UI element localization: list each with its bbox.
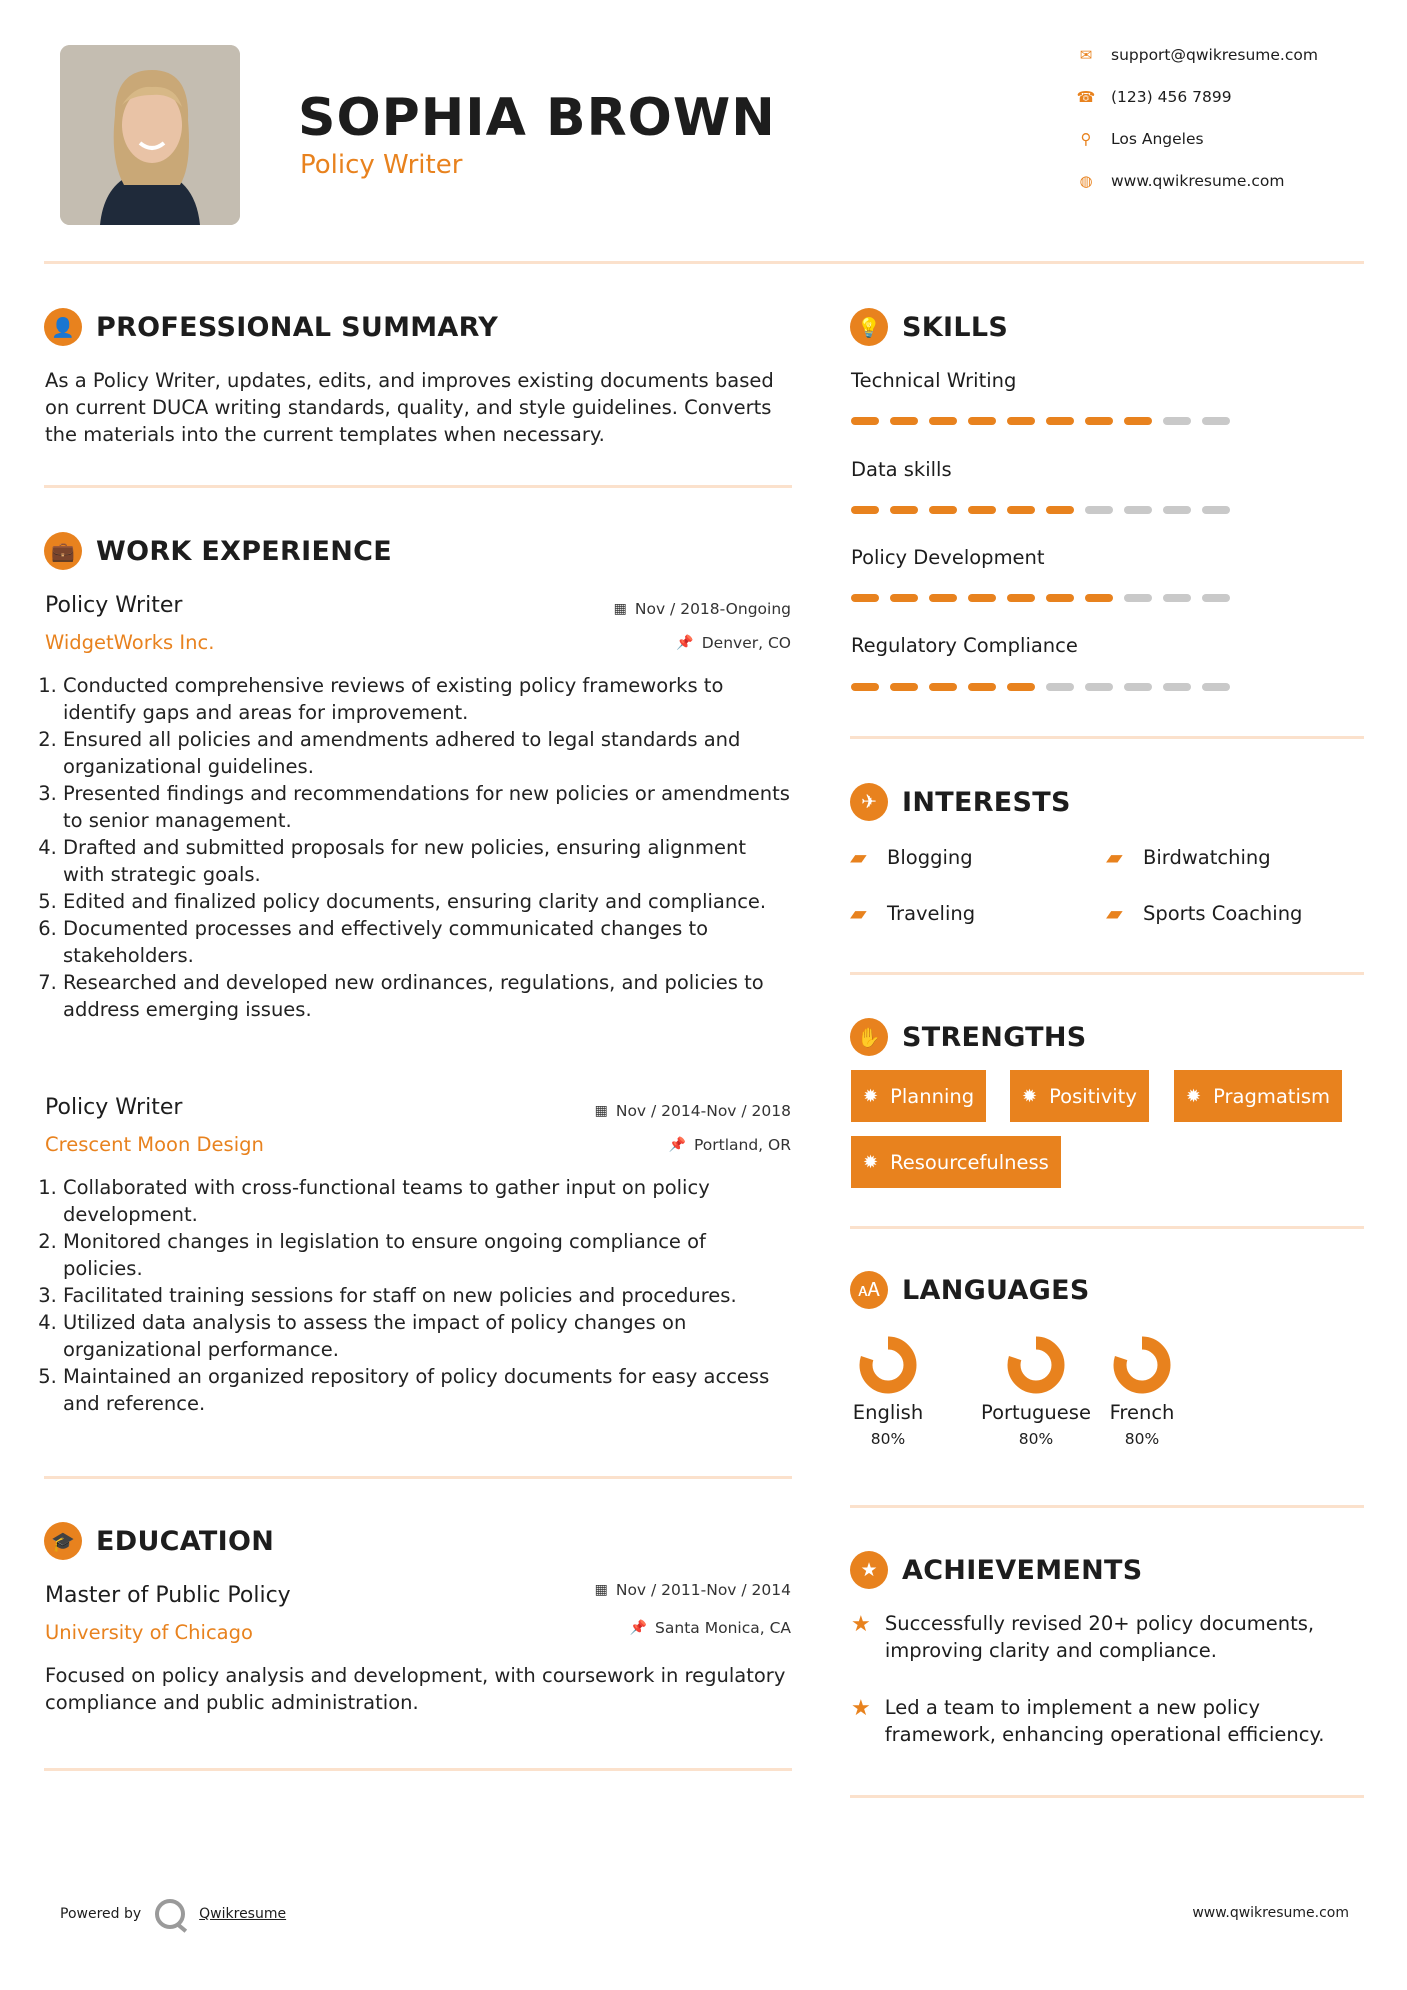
skills-divider xyxy=(850,736,1364,739)
job-responsibilities xyxy=(45,1174,790,1417)
list-item: 2. Monitored changes in legislation to ensure ongoing compliance of policies. xyxy=(63,1228,790,1282)
portrait-image xyxy=(60,45,240,225)
education-location-text: Santa Monica, CA xyxy=(655,1619,791,1637)
skill-segment-filled xyxy=(968,417,996,425)
job-location xyxy=(491,1136,791,1154)
education-degree: Master of Public Policy xyxy=(45,1583,291,1608)
language-ring xyxy=(1006,1335,1066,1395)
phone-icon: ☎ xyxy=(1076,88,1096,106)
skill-segment-empty xyxy=(1202,417,1230,425)
skill-segment-empty xyxy=(1163,594,1191,602)
footer-branding xyxy=(60,1897,286,1931)
brand-link[interactable]: Qwikresume xyxy=(199,1906,287,1922)
badge-icon: ✹ xyxy=(863,1151,879,1173)
job-company: WidgetWorks Inc. xyxy=(45,631,215,654)
achievements-heading xyxy=(850,1550,1143,1590)
skill-bar xyxy=(851,506,1241,514)
contact-phone[interactable] xyxy=(1075,84,1365,110)
achievement-text: Led a team to implement a new policy framework, enhancing operational efficiency. xyxy=(884,1696,1325,1746)
hand-icon: ✋ xyxy=(850,1018,888,1056)
skill-segment-filled xyxy=(890,506,918,514)
skill-segment-empty xyxy=(1163,506,1191,514)
person-icon: 👤 xyxy=(44,308,82,346)
education-heading-text: EDUCATION xyxy=(96,1525,275,1557)
contact-website[interactable] xyxy=(1075,168,1365,194)
language-percent: 80% xyxy=(870,1430,906,1448)
skill-segment-filled xyxy=(1085,417,1113,425)
education-dates xyxy=(491,1581,791,1599)
experience-heading xyxy=(44,531,392,571)
education-description: Focused on policy analysis and development, with coursework in regulatory compliance and public administration. xyxy=(45,1664,786,1714)
summary-divider xyxy=(44,485,792,488)
education-dates-text: Nov / 2011-Nov / 2014 xyxy=(615,1581,791,1599)
list-item: 3. Presented findings and recommendations for new policies or amendments to senior management. xyxy=(63,780,790,834)
strengths-heading-text: STRENGTHS xyxy=(902,1021,1087,1053)
lightbulb-icon: 💡 xyxy=(850,308,888,346)
strength-tag xyxy=(1174,1070,1342,1122)
strength-label: Planning xyxy=(890,1084,975,1108)
contact-phone-text: (123) 456 7899 xyxy=(1111,88,1232,106)
summary-heading xyxy=(44,307,498,347)
skill-segment-filled xyxy=(929,417,957,425)
strength-label: Resourcefulness xyxy=(890,1150,1049,1174)
list-item: 5. Edited and finalized policy documents, ensuring clarity and compliance. xyxy=(63,888,790,915)
skill-segment-filled xyxy=(1046,594,1074,602)
job-title: Policy Writer xyxy=(45,593,183,618)
header-divider xyxy=(44,261,1364,264)
contact-email[interactable] xyxy=(1075,42,1365,68)
skill-segment-empty xyxy=(1124,683,1152,691)
skill-segment-filled xyxy=(851,594,879,602)
book-icon: ▰ xyxy=(1104,901,1125,925)
job-location-text: Denver, CO xyxy=(701,634,791,652)
badge-icon: ✹ xyxy=(863,1085,879,1107)
list-item: 6. Documented processes and effectively communicated changes to stakeholders. xyxy=(63,915,790,969)
job-dates xyxy=(491,1102,791,1120)
skill-segment-empty xyxy=(1124,506,1152,514)
language-card-icon: 🗚 xyxy=(850,1271,888,1309)
language-item xyxy=(1100,1335,1184,1448)
badge-icon: ✹ xyxy=(1186,1085,1202,1107)
skill-segment-filled xyxy=(929,683,957,691)
calendar-icon: ▦ xyxy=(594,1582,608,1598)
language-item xyxy=(970,1335,1102,1448)
envelope-icon: ✉ xyxy=(1079,46,1093,64)
skill-segment-filled xyxy=(1124,417,1152,425)
languages-heading xyxy=(850,1270,1090,1310)
skill-segment-empty xyxy=(1202,683,1230,691)
skill-segment-filled xyxy=(1085,594,1113,602)
language-percent: 80% xyxy=(1018,1430,1054,1448)
powered-by-text: Powered by xyxy=(60,1906,142,1922)
language-name: English xyxy=(852,1401,924,1424)
candidate-name: SOPHIA BROWN xyxy=(298,88,776,148)
contact-location-text: Los Angeles xyxy=(1111,130,1204,148)
paper-plane-icon: ✈ xyxy=(850,783,888,821)
language-ring xyxy=(1112,1335,1172,1395)
job-location xyxy=(491,634,791,652)
contact-location xyxy=(1075,126,1365,152)
language-percent: 80% xyxy=(1124,1430,1160,1448)
badge-icon: ✹ xyxy=(1022,1085,1038,1107)
interest-item xyxy=(848,899,976,927)
skill-label: Regulatory Compliance xyxy=(851,634,1078,657)
skill-segment-filled xyxy=(890,683,918,691)
contact-email-text: support@qwikresume.com xyxy=(1111,46,1318,64)
experience-divider xyxy=(44,1476,792,1479)
skill-segment-filled xyxy=(851,683,879,691)
skill-segment-filled xyxy=(851,417,879,425)
skill-segment-empty xyxy=(1163,683,1191,691)
list-item: 3. Facilitated training sessions for staff on new policies and procedures. xyxy=(63,1282,790,1309)
skill-segment-empty xyxy=(1085,506,1113,514)
list-item: 1. Collaborated with cross-functional teams to gather input on policy development. xyxy=(63,1174,790,1228)
skill-label: Policy Development xyxy=(851,546,1045,569)
interest-item xyxy=(1104,899,1303,927)
book-icon: ▰ xyxy=(848,901,869,925)
strengths-divider xyxy=(850,1226,1364,1229)
briefcase-icon: 💼 xyxy=(44,532,82,570)
skill-segment-empty xyxy=(1202,506,1230,514)
skill-segment-filled xyxy=(929,506,957,514)
summary-text: As a Policy Writer, updates, edits, and improves existing documents based on current DUCA writing standards, quality, and style guidelines. Converts the materials into the current templates when necessary. xyxy=(45,369,774,446)
strength-tag xyxy=(851,1136,1061,1188)
skill-segment-empty xyxy=(1124,594,1152,602)
qwikresume-logo-icon xyxy=(155,1899,185,1929)
skill-segment-filled xyxy=(851,506,879,514)
summary-heading-text: PROFESSIONAL SUMMARY xyxy=(96,311,499,343)
list-item: 5. Maintained an organized repository of policy documents for easy access and reference. xyxy=(63,1363,790,1417)
skill-segment-empty xyxy=(1046,683,1074,691)
education-heading xyxy=(44,1521,274,1561)
language-ring xyxy=(858,1335,918,1395)
list-item: 4. Drafted and submitted proposals for new policies, ensuring alignment with strategic goals. xyxy=(63,834,790,888)
job-dates-text: Nov / 2018-Ongoing xyxy=(634,600,791,618)
strength-tag xyxy=(851,1070,986,1122)
skill-segment-filled xyxy=(1007,594,1035,602)
candidate-title: Policy Writer xyxy=(300,150,463,180)
job-title: Policy Writer xyxy=(45,1095,183,1120)
language-name: French xyxy=(1109,1401,1175,1424)
achievement-item xyxy=(851,1694,1361,1748)
skills-heading-text: SKILLS xyxy=(902,311,1009,343)
skill-label: Data skills xyxy=(851,458,952,481)
skill-bar xyxy=(851,594,1241,602)
languages-heading-text: LANGUAGES xyxy=(902,1274,1090,1306)
list-item: 2. Ensured all policies and amendments adhered to legal standards and organizational guidelines. xyxy=(63,726,790,780)
profile-photo xyxy=(60,45,240,225)
skill-segment-filled xyxy=(1007,683,1035,691)
skill-label: Technical Writing xyxy=(851,369,1017,392)
strength-label: Pragmatism xyxy=(1213,1084,1331,1108)
achievements-divider xyxy=(850,1795,1364,1798)
skill-segment-filled xyxy=(1007,506,1035,514)
interests-heading-text: INTERESTS xyxy=(902,786,1071,818)
education-location xyxy=(491,1619,791,1637)
graduation-cap-icon: 🎓 xyxy=(44,1522,82,1560)
job-dates-text: Nov / 2014-Nov / 2018 xyxy=(615,1102,791,1120)
education-school: University of Chicago xyxy=(45,1621,253,1644)
achievement-item xyxy=(851,1610,1361,1664)
job-dates xyxy=(491,600,791,618)
skill-segment-empty xyxy=(1163,417,1191,425)
skill-bar xyxy=(851,683,1241,691)
skills-heading xyxy=(850,307,1008,347)
job-responsibilities xyxy=(45,672,790,1023)
skill-segment-filled xyxy=(890,594,918,602)
strength-label: Positivity xyxy=(1049,1084,1137,1108)
list-item: 4. Utilized data analysis to assess the impact of policy changes on organizational performance. xyxy=(63,1309,790,1363)
contact-website-text: www.qwikresume.com xyxy=(1111,172,1285,190)
location-pin-icon: ⚲ xyxy=(1080,130,1092,148)
interest-label: Blogging xyxy=(887,845,973,869)
globe-icon: ◍ xyxy=(1079,172,1093,190)
book-icon: ▰ xyxy=(848,845,869,869)
interests-divider xyxy=(850,972,1364,975)
languages-divider xyxy=(850,1505,1364,1508)
skill-segment-filled xyxy=(968,594,996,602)
calendar-icon: ▦ xyxy=(594,1103,608,1119)
job-location-text: Portland, OR xyxy=(693,1136,791,1154)
skill-segment-filled xyxy=(968,683,996,691)
language-name: Portuguese xyxy=(981,1401,1091,1424)
skill-segment-filled xyxy=(1046,417,1074,425)
strength-tag xyxy=(1010,1070,1149,1122)
achievement-text: Successfully revised 20+ policy documents, improving clarity and compliance. xyxy=(884,1612,1315,1662)
skill-segment-filled xyxy=(890,417,918,425)
interest-item xyxy=(848,843,973,871)
experience-heading-text: WORK EXPERIENCE xyxy=(96,535,392,567)
star-icon: ★ xyxy=(851,1696,871,1721)
star-badge-icon: ★ xyxy=(850,1551,888,1589)
book-icon: ▰ xyxy=(1104,845,1125,869)
interest-label: Birdwatching xyxy=(1143,845,1271,869)
interest-label: Sports Coaching xyxy=(1143,901,1303,925)
footer-url[interactable]: www.qwikresume.com xyxy=(1192,1905,1349,1921)
skill-segment-filled xyxy=(929,594,957,602)
pin-icon: 📌 xyxy=(676,635,694,651)
list-item: 7. Researched and developed new ordinances, regulations, and policies to address emerging issues. xyxy=(63,969,790,1023)
strengths-heading xyxy=(850,1017,1087,1057)
education-divider xyxy=(44,1768,792,1771)
achievements-heading-text: ACHIEVEMENTS xyxy=(902,1554,1143,1586)
job-company: Crescent Moon Design xyxy=(45,1133,264,1156)
skill-segment-filled xyxy=(968,506,996,514)
interests-heading xyxy=(850,782,1071,822)
list-item: 1. Conducted comprehensive reviews of existing policy frameworks to identify gaps and areas for improvement. xyxy=(63,672,790,726)
interest-item xyxy=(1104,843,1271,871)
pin-icon: 📌 xyxy=(629,1620,648,1636)
skill-segment-empty xyxy=(1085,683,1113,691)
skill-segment-empty xyxy=(1202,594,1230,602)
star-icon: ★ xyxy=(851,1612,871,1637)
interest-label: Traveling xyxy=(887,901,976,925)
pin-icon: 📌 xyxy=(668,1137,686,1153)
skill-segment-filled xyxy=(1046,506,1074,514)
calendar-icon: ▦ xyxy=(613,601,627,617)
skill-segment-filled xyxy=(1007,417,1035,425)
language-item xyxy=(846,1335,930,1448)
skill-bar xyxy=(851,417,1241,425)
